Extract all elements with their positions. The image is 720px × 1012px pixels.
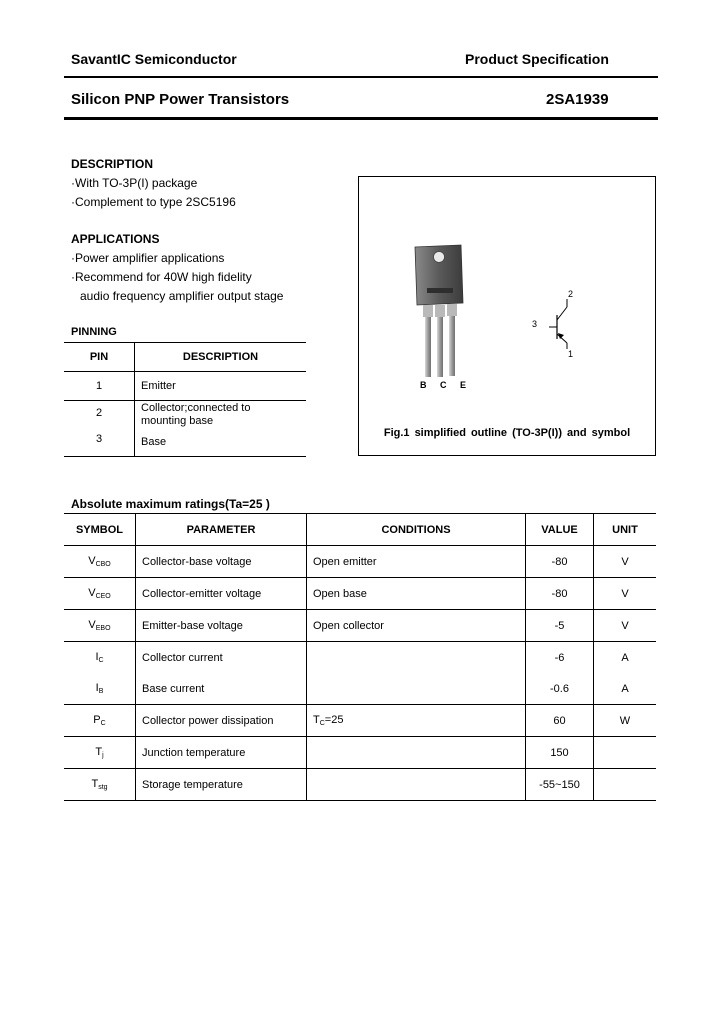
conditions-cell — [307, 737, 526, 769]
parameter-cell: Storage temperature — [136, 769, 307, 801]
package-pin-label: B — [420, 380, 427, 390]
unit-cell: A — [594, 642, 657, 674]
pin-number — [64, 401, 135, 456]
symbol-cell: $P_C$ — [64, 705, 136, 737]
value-cell: -0.6 — [526, 673, 594, 705]
product-line: Silicon PNP Power Transistors — [71, 91, 290, 108]
symbol-pin-label: 3 — [532, 319, 538, 329]
ratings-title: Absolute maximum ratings(Ta=25 ) — [71, 497, 270, 511]
pin-description-line: Collector;connected to — [141, 402, 251, 414]
pinning-table — [64, 342, 306, 456]
unit-header: UNIT — [594, 514, 657, 546]
table-row — [64, 705, 656, 737]
value-header: VALUE — [526, 514, 594, 546]
conditions-header: CONDITIONS — [307, 514, 526, 546]
company-name: SavantIC Semiconductor — [71, 51, 237, 67]
description-title: DESCRIPTION — [71, 157, 154, 171]
table-row — [64, 546, 656, 578]
pinning-title: PINNING — [71, 326, 117, 338]
table-row — [64, 769, 656, 801]
package-outline-illustration — [359, 177, 655, 417]
conditions-cell: $T_C=25$ — [307, 705, 526, 737]
pin-description-header: DESCRIPTION — [135, 343, 307, 372]
package-pin-label: E — [460, 380, 467, 390]
pin-number-value: 3 — [95, 433, 103, 445]
symbol-cell: $V_{CBO}$ — [64, 546, 136, 578]
conditions-cell — [307, 673, 526, 705]
value-cell: -5 — [526, 610, 594, 642]
conditions-cell — [307, 642, 526, 674]
table-row — [64, 610, 656, 642]
application-item: ·Power amplifier applications — [71, 251, 225, 265]
description-item: ·With TO-3P(I) package — [71, 176, 198, 190]
value-cell: -6 — [526, 642, 594, 674]
applications-title: APPLICATIONS — [71, 232, 160, 246]
value-cell: 60 — [526, 705, 594, 737]
description-item: ·Complement to type 2SC5196 — [71, 195, 236, 209]
symbol-pin-label: 1 — [568, 349, 574, 359]
pin-column-header: PIN — [64, 343, 135, 372]
table-row — [64, 737, 656, 769]
application-item: ·Recommend for 40W high fidelity — [71, 270, 252, 284]
conditions-cell: Open collector — [307, 610, 526, 642]
pinning-row — [64, 372, 306, 401]
pinning-bottom-rule — [64, 456, 306, 457]
parameter-cell: Collector current — [136, 642, 307, 674]
parameter-header: PARAMETER — [136, 514, 307, 546]
parameter-cell: Collector-emitter voltage — [136, 578, 307, 610]
pin-description-line: Base — [141, 436, 167, 448]
table-row — [64, 642, 656, 674]
symbol-cell: $T_{stg}$ — [64, 769, 136, 801]
application-item: audio frequency amplifier output stage — [80, 289, 284, 303]
conditions-cell: Open emitter — [307, 546, 526, 578]
pin-description — [135, 401, 307, 456]
header-divider — [64, 76, 658, 78]
symbol-cell: $I_C$ — [64, 642, 136, 674]
symbol-header: SYMBOL — [64, 514, 136, 546]
value-cell: -55~150 — [526, 769, 594, 801]
table-row — [64, 673, 656, 705]
part-number: 2SA1939 — [546, 91, 609, 108]
doc-type: Product Specification — [465, 51, 609, 67]
pin-description-line: mounting base — [141, 415, 214, 427]
ratings-header-row — [64, 514, 656, 546]
conditions-cell: Open base — [307, 578, 526, 610]
parameter-cell: Collector-base voltage — [136, 546, 307, 578]
pin-number: 1 — [64, 372, 135, 401]
parameter-cell: Junction temperature — [136, 737, 307, 769]
ratings-table — [64, 513, 656, 801]
symbol-cell: $I_B$ — [64, 673, 136, 705]
symbol-cell: $V_{EBO}$ — [64, 610, 136, 642]
figure-caption: Fig.1 simplified outline (TO-3P(I)) and symbol — [383, 427, 631, 439]
conditions-cell — [307, 769, 526, 801]
unit-cell — [594, 769, 657, 801]
pinning-header-row — [64, 343, 306, 372]
unit-cell — [594, 737, 657, 769]
unit-cell: A — [594, 673, 657, 705]
figure-box — [358, 176, 656, 456]
unit-cell: V — [594, 546, 657, 578]
value-cell: -80 — [526, 546, 594, 578]
table-row — [64, 578, 656, 610]
symbol-cell: $T_j$ — [64, 737, 136, 769]
symbol-cell: $V_{CEO}$ — [64, 578, 136, 610]
package-pin-label: C — [440, 380, 447, 390]
symbol-pin-label: 2 — [568, 289, 574, 299]
parameter-cell: Collector power dissipation — [136, 705, 307, 737]
value-cell: -80 — [526, 578, 594, 610]
parameter-cell: Emitter-base voltage — [136, 610, 307, 642]
pinning-row — [64, 401, 306, 456]
unit-cell: V — [594, 610, 657, 642]
title-divider — [64, 117, 658, 120]
unit-cell: V — [594, 578, 657, 610]
parameter-cell: Base current — [136, 673, 307, 705]
value-cell: 150 — [526, 737, 594, 769]
pin-number-value: 2 — [95, 407, 103, 419]
pin-description: Emitter — [135, 372, 307, 401]
unit-cell: W — [594, 705, 657, 737]
